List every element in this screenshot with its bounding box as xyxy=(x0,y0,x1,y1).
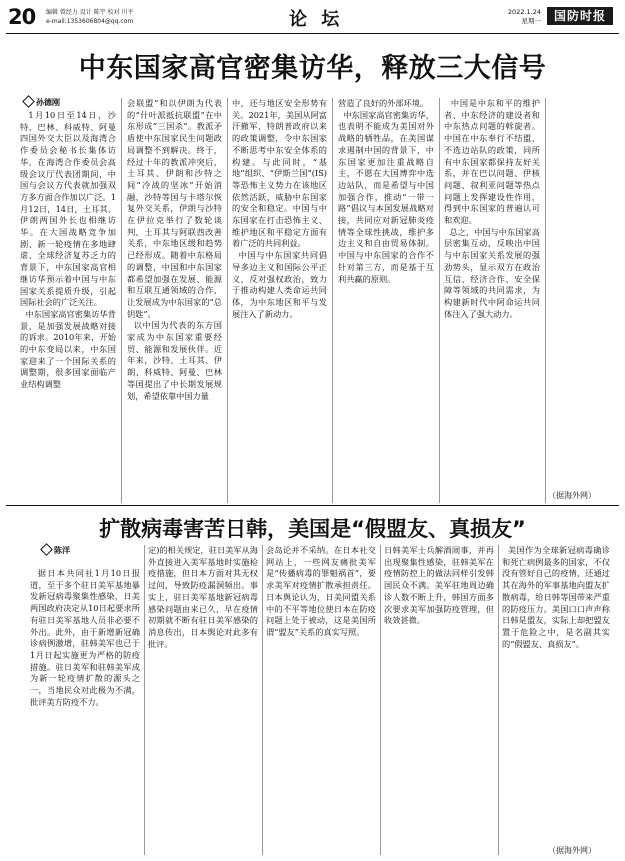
date-text: 2022.1.24 xyxy=(507,8,541,16)
article2-column-1: 据日本共同社1月10日报道，至于多个驻日美军基地暴发新冠病毒聚集性感染，日美两国政府决定从10日起要求所有驻日美军基地人员非必要不外出。此外，由于新增新冠确诊病例激增，驻韩美军也已于1月日起实施更为严格的防疫措施。驻日美军和驻韩美军成为新一轮疫情扩散的源头之一，当地民众对此极为不满，批评美方防疫不力。 xyxy=(30,568,140,707)
article1-column-2: 会联盟”和以伊朗为代表的“什叶派抵抗联盟”在中东形成“三国杀”。教派矛盾使中东国家民生问题政局调整不到解决。终于，经过十年的教派冲突后，土耳其、伊朗和沙特之间“冷战的坚冰”开始消融，沙特等国与卡塔尔恢复外交关系，伊朗与沙特在伊拉克举行了数轮谈判，土耳其与阿联酋改善关系，中东地区缓和趋势已经形成。随着中东格局的调整，中国和中东国家都希望加强在发展、能源和互联互通领域的合作，让发展成为中东国家的“总钥匙”。 以中国为代表的东方国家成为中东国家重要经贸、能源和发展伙伴。近年来，沙特、土耳其、伊朗、科威特、阿曼、巴林等国提出了中长期发展规划，希望依靠中国力量 xyxy=(127,98,222,401)
article1-author-name: 孙德刚 xyxy=(36,98,60,107)
column-divider xyxy=(144,545,145,855)
article1-column-3: 中，还与地区安全形势有关。2021年，美国从阿富汗撤军，特朗普政府以来的政策调整，令中东国家不断思考中东安全体系的构建。与此同时，“基地”组织、“伊斯兰国”(IS)等恐怖主义势力在该地区依然活跃，威胁中东国家的安全和稳定。中国与中东国家在打击恐怖主义、维护地区和平稳定方面有着广泛的共同利益。 中国与中东国家共同倡导多边主义和国际公平正义，反对强权政治，致力于推动构建人类命运共同体，为中东地区和平与发展注入了新动力。 xyxy=(232,98,327,319)
article2-headline: 扩散病毒害苦日韩，美国是“假盟友、真损友” xyxy=(99,517,526,541)
page-header xyxy=(0,0,625,34)
section-title: 论 坛 xyxy=(289,9,344,30)
column-divider xyxy=(498,545,499,855)
column-divider xyxy=(332,98,333,503)
article1-column-1: 1月10日至14日，沙特、巴林、科威特、阿曼四国外交大臣以及海湾合作委员会秘书长集体访华，在海湾合作委员会高级会议厅代表团期间，中国与会议方代表就加强双方多方面合作加以广泛。1月12日，14日，土耳其、伊朗两国外长也相继访华。在大国战略竞争加剧、新一轮疫情在多地肆虐、全球经济复苏乏力的背景下，中东国家高官相继访华预示着中国与中东国家关系提质升级，引起国际社会的广泛关注。 中东国家高官密集访华背景，是加强发展战略对接的诉求。2010年来，开始的中东变局以来，中东国家迎来了一个国际关系的调整期，很多国家面临产业结构调整 xyxy=(20,110,116,390)
column-divider xyxy=(262,545,263,855)
author-marker-icon xyxy=(22,95,35,108)
article2-source: （据海外网） xyxy=(548,846,596,855)
article2-column-4: 日韩美军士兵解酒闹事，并再出现聚集性感染，驻韩美军在疫情防控上的做法同样引发韩国民众不满。美军驻地周边确诊人数不断上升，韩国方面多次要求美军加强防疫管理，但收效甚微。 xyxy=(384,545,494,626)
article1-source-col xyxy=(550,98,608,503)
issue-date xyxy=(495,8,541,26)
article2-column-5: 美国作为全球新冠病毒确诊和死亡病例最多的国家，不仅没有管好自己的疫情，还通过其在海外的军事基地向盟友扩散病毒，给日韩等国带来严重的防疫压力。美国口口声声称日韩是盟友，实际上却把盟友置于危险之中，是名副其实的“假盟友、真损友”。 xyxy=(502,545,610,649)
column-divider xyxy=(121,98,122,503)
email-line: e-mail:1353606804@qq.com xyxy=(46,18,134,25)
article2-column-3: 会岛论并不采纳。在日本社交网站上，一些网友痛批美军是“传播病毒的罪魁祸首”，要求美军对疫情扩散承担责任。日本舆论认为，日美同盟关系中的不平等地位使日本在防疫问题上处于被动，这是美国所谓“盟友”关系的真实写照。 xyxy=(266,545,376,637)
article-divider-rule xyxy=(6,505,619,506)
column-divider xyxy=(380,545,381,855)
column-divider xyxy=(439,98,440,503)
article1-source: （据海外网） xyxy=(548,491,596,500)
article2-author-name: 陈洋 xyxy=(54,546,70,555)
article1-column-5: 中国是中东和平的维护者、中东经济的建设者和中东热点问题的斡旋者。中国在中东奉行不结盟、不选边站队的政策，同所有中东国家都保持友好关系，并在巴以问题、伊核问题、叙利亚问题等热点问题上发挥建设性作用，得到中东国家的普遍认可和欢迎。 总之，中国与中东国家高层密集互动，反映出中国与中东国家关系发展的强劲势头，显示双方在政治互信、经济合作、安全保障等领域的共同需求，为构建新时代中阿命运共同体注入了强大动力。 xyxy=(444,98,540,319)
editor-info xyxy=(46,8,134,26)
author-marker-icon xyxy=(40,543,53,556)
editor-line: 编辑 曾经力 设计 陈宇 校对 川平 xyxy=(46,9,134,16)
page-number: 20 xyxy=(8,5,36,29)
article2-author xyxy=(42,545,70,556)
weekday-text: 星期一 xyxy=(521,17,541,25)
article1-headline: 中东国家高官密集访华，释放三大信号 xyxy=(78,53,547,84)
article1-author xyxy=(24,97,60,108)
paper-logo: 国防时报 xyxy=(547,7,613,25)
article2-column-2: 定)的相关规定，驻日美军从海外直接进入美军基地时实施检疫措施，但日本方面对其无权过问，导致防疫漏洞频出。事实上，驻日美军基地新冠病毒感染问题由来已久，早在疫情初期就不断有驻日美军感染的消息传出，日本舆论对此多有批评。 xyxy=(148,545,258,649)
column-divider xyxy=(227,98,228,503)
header-rule xyxy=(6,33,619,34)
column-divider xyxy=(545,98,546,503)
article1-column-4: 营造了良好的外部环境。 中东国家高官密集访华，也表明不能成为美国对外战略的牺牲品，在美国谋求遏制中国的背景下，中东国家更加注重战略自主，不愿在大国博弈中选边站队，而是希望与中国加强合作，推动“一带一路”倡议与本国发展战略对接，共同应对新冠肺炎疫情等全球性挑战，维护多边主义和自由贸易体制。中国与中东国家的合作不针对第三方，而是基于互利共赢的原则。 xyxy=(338,98,434,284)
